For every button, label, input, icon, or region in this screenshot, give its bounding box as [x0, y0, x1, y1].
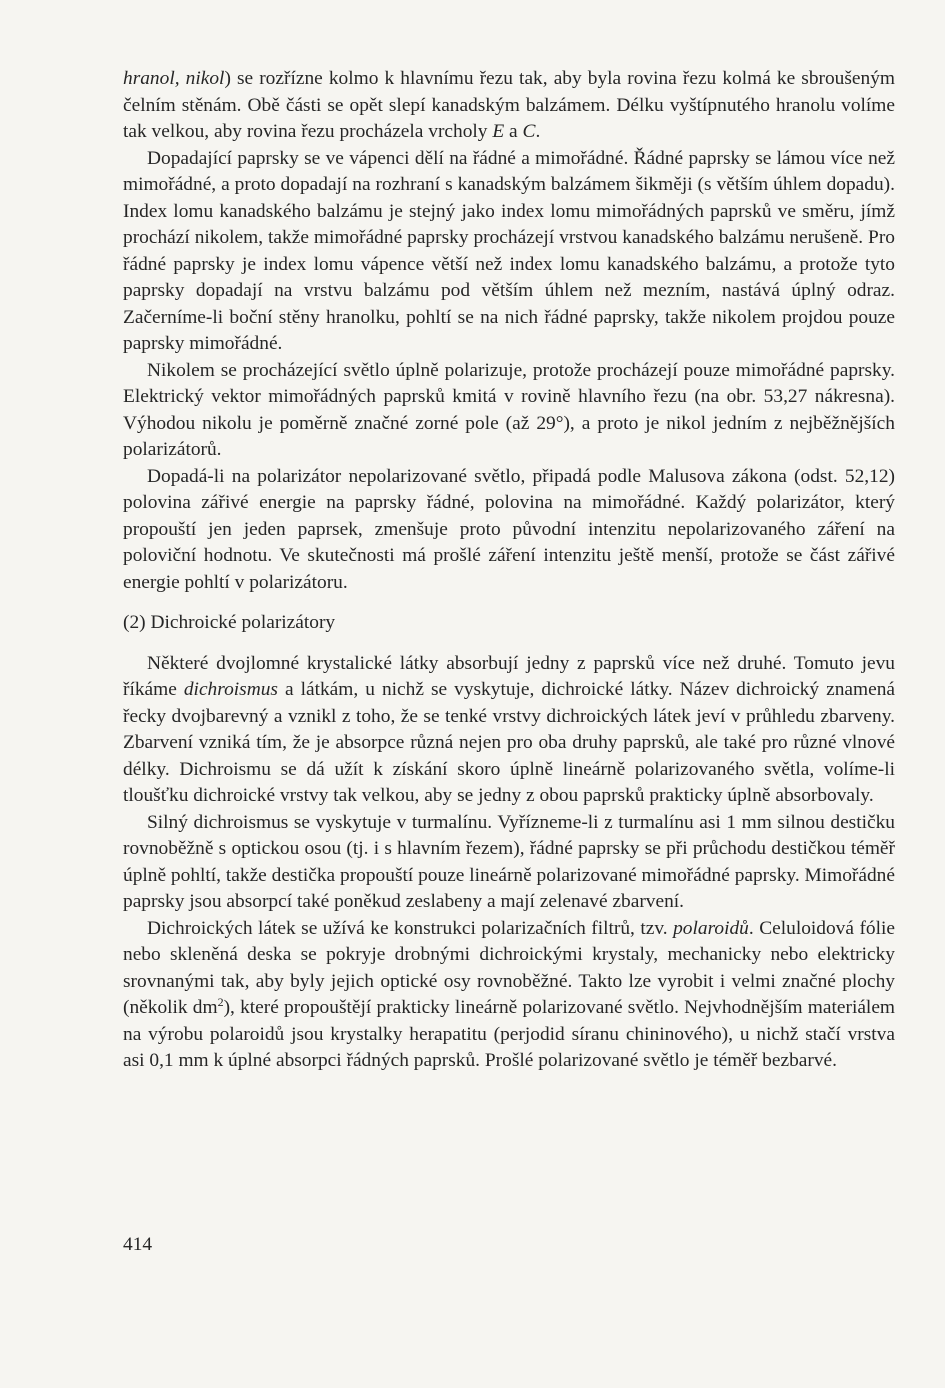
italic-term: hranol, nikol — [123, 68, 225, 89]
text-run: a — [504, 121, 523, 142]
italic-term: E — [492, 121, 505, 142]
paragraph-p3 — [123, 358, 895, 464]
text-run: Dichroických látek se užívá ke konstrukci polarizačních filtrů, tzv. — [147, 917, 674, 939]
paragraph-p7 — [123, 916, 895, 1075]
italic-term: dichroismus — [183, 679, 278, 700]
paragraph-p4 — [123, 464, 895, 597]
text-run: Nikolem se procházející světlo úplně polarizuje, protože procházejí pouze mimořádné paprsky. Elektrický vektor mimořádných paprsků kmitá v rovině hlavního řezu (na obr. 53,27 nákresna). Výhodou nikolu je poměrně značné zorné pole (až 29°), a proto je nikol jedním z nejběžnějších polarizátorů. — [123, 359, 895, 460]
page-body — [123, 66, 895, 1075]
text-run: . — [535, 121, 541, 142]
text-run: Dopadá-li na polarizátor nepolarizované světlo, připadá podle Malusova zákona (odst. 52,12) polovina zářivé energie na paprsky řádné, polovina na mimořádné. Každý polarizátor, který propouští jen jeden paprsek, zmenšuje proto původní intenzitu nepolarizovaného záření na poloviční hodnotu. Ve skutečnosti má prošlé záření intenzitu ještě menší, protože se část zářivé energie pohltí v polarizátoru. — [123, 465, 895, 593]
text-run: a látkám, u nichž se vyskytuje, dichroické látky. Název dichroický znamená řecky dvojbarevný a vznikl z toho, že se tenké vrstvy dichroických látek jeví v průhledu zbarveny. Zbarvení vzniká tím, že je absorpce různá nejen pro oba druhy paprsků, ale také pro různé vlnové délky. Dichroismu se dá užít k získání skoro úplně lineárně polarizovaného světla, volíme-li tloušťku dichroické vrstvy tak velkou, aby se jedny z obou paprsků prakticky úplně absorbovaly. — [123, 679, 895, 806]
paragraph-p6 — [123, 810, 895, 916]
text-run: . Celuloidová fólie nebo skleněná deska se pokryje drobnými dichroickými krystaly, mechanicky nebo elektricky srovnanými tak, aby byly jejich optické osy rovnoběžné. Takto lze vyrobit i velmi značné plochy (několik dm — [123, 917, 895, 1018]
italic-term: C — [522, 121, 536, 142]
paragraph-p1 — [123, 66, 895, 146]
text-run: Dopadající paprsky se ve vápenci dělí na řádné a mimořádné. Řádné paprsky se lámou více než mimořádné, a proto dopadají na rozhraní s kanadským balzámem šikměji (s větším úhlem dopadu). Index lomu kanadského balzámu je stejný jako index lomu mimořádných paprsků ve směru, jímž prochází nikolem, takže mimořádné paprsky procházejí vrstvou kanadského balzámu nerušeně. Pro řádné paprsky je index lomu vápence větší než index lomu kanadského balzámu, a protože tyto paprsky dopadají na vrstvu balzámu pod větším úhlem než mezním, nastává úplný odraz. Začerníme-li boční stěny hranolku, pohltí se na nich řádné paprsky, takže nikolem projdou pouze paprsky mimořádné. — [123, 147, 895, 354]
paragraph-p2 — [123, 146, 895, 358]
text-run: (2) Dichroické polarizátory — [123, 612, 336, 633]
text-run: Některé dvojlomné krystalické látky absorbují jedny z paprsků více než druhé. Tomuto jevu říkáme — [123, 652, 895, 700]
text-run: ), které propouštějí prakticky lineárně polarizované světlo. Nejvhodnějším materiálem na výrobu polaroidů jsou krystalky herapatitu (perjodid síranu chininového), u nichž stačí vrstva asi 0,1 mm k úplné absorpci řádných paprsků. Prošlé polarizované světlo je téměř bezbarvé. — [123, 997, 896, 1071]
paragraph-p5 — [123, 651, 895, 810]
superscript: 2 — [217, 995, 224, 1009]
text-run: Silný dichroismus se vyskytuje v turmalínu. Vyřízneme-li z turmalínu asi 1 mm silnou destičku rovnoběžně s optickou osou (tj. i s hlavním řezem), řádné paprsky se při průchodu destičkou téměř úplně pohltí, takže destička propouští pouze lineárně polarizované mimořádné paprsky. Mimořádné paprsky jsou absorpcí také poněkud zeslabeny a mají zelenavé zbarvení. — [123, 811, 895, 912]
italic-term: polaroidů — [673, 917, 749, 939]
page-number: 414 — [123, 1234, 153, 1255]
section-heading — [123, 610, 895, 637]
text-run: ) se rozřízne kolmo k hlavnímu řezu tak, aby byla rovina řezu kolmá ke sbroušeným čelním stěnám. Obě části se opět slepí kanadským balzámem. Délku vyštípnutého hranolu volíme tak velkou, aby rovina řezu procházela vrcholy — [123, 68, 896, 142]
